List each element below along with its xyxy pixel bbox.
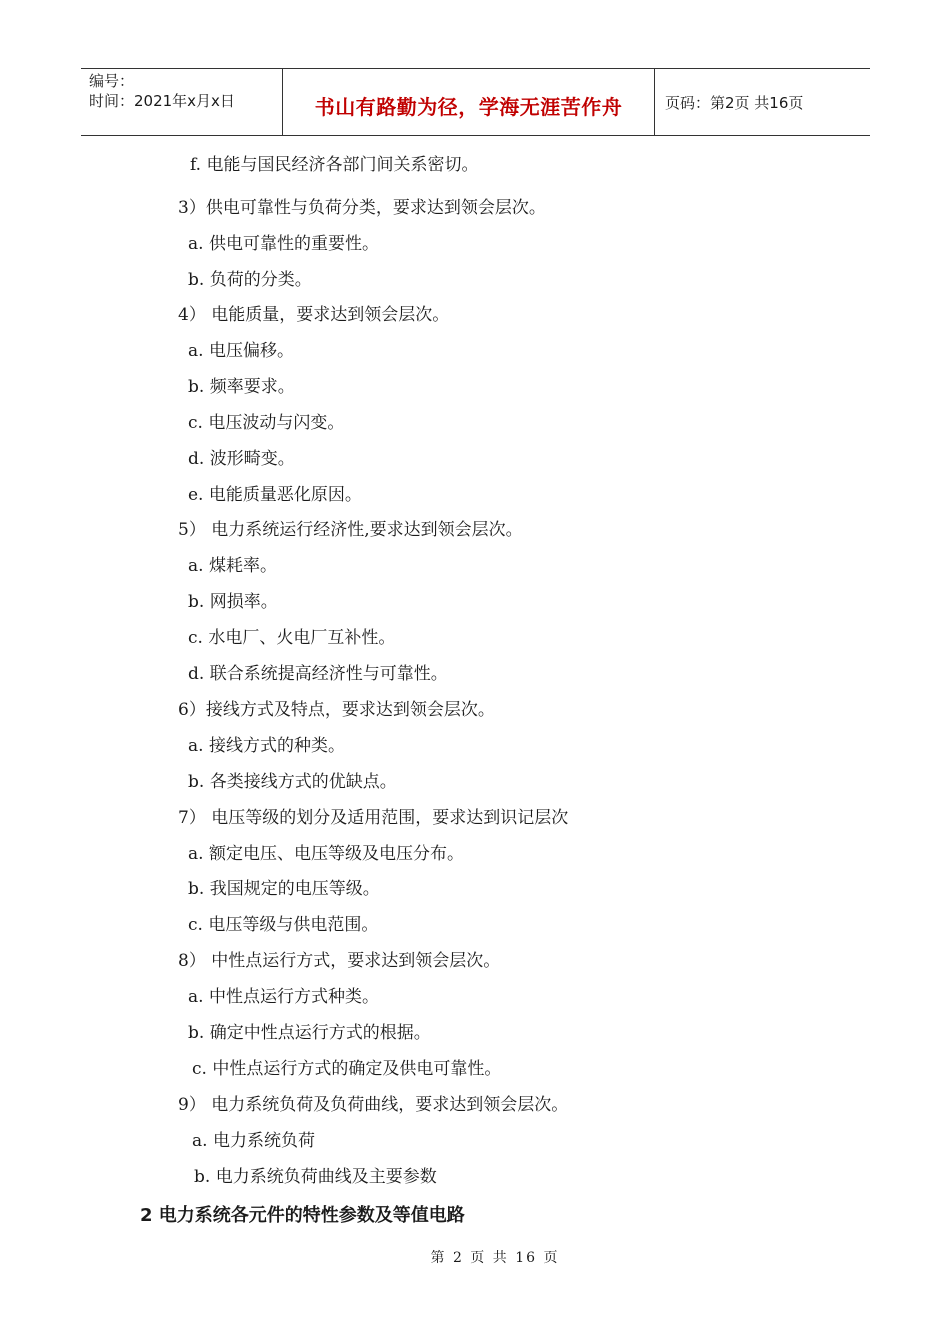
header-motto-cell bbox=[283, 69, 655, 135]
section-heading: 2 电力系统各元件的特性参数及等值电路 bbox=[140, 1205, 465, 1226]
motto: 书山有路勤为径，学海无涯苦作舟 bbox=[314, 94, 623, 119]
header-meta bbox=[81, 69, 283, 135]
number-label: 编号： bbox=[89, 72, 135, 90]
list-item: b. 确定中性点运行方式的根据。 bbox=[188, 1023, 431, 1043]
list-item: a. 额定电压、电压等级及电压分布。 bbox=[188, 844, 464, 864]
list-item: a. 供电可靠性的重要性。 bbox=[188, 234, 379, 254]
list-item: a. 电力系统负荷 bbox=[192, 1131, 315, 1151]
list-item: a. 中性点运行方式种类。 bbox=[188, 987, 379, 1007]
list-item: b. 负荷的分类。 bbox=[188, 270, 312, 290]
list-item: d. 联合系统提高经济性与可靠性。 bbox=[188, 664, 448, 684]
list-item: 7） 电压等级的划分及适用范围，要求达到识记层次 bbox=[178, 808, 569, 828]
list-item: e. 电能质量恶化原因。 bbox=[188, 485, 362, 505]
list-item: b. 网损率。 bbox=[188, 592, 278, 612]
list-item: 8） 中性点运行方式，要求达到领会层次。 bbox=[178, 951, 501, 971]
list-item: c. 电压波动与闪变。 bbox=[188, 413, 345, 433]
list-item: 5） 电力系统运行经济性,要求达到领会层次。 bbox=[178, 520, 523, 540]
list-item: 3）供电可靠性与负荷分类，要求达到领会层次。 bbox=[178, 198, 546, 218]
list-item: b. 电力系统负荷曲线及主要参数 bbox=[194, 1167, 437, 1187]
list-item: 4） 电能质量，要求达到领会层次。 bbox=[178, 305, 450, 325]
page-label: 页码：第2页 共16页 bbox=[665, 93, 804, 112]
list-item: 6）接线方式及特点，要求达到领会层次。 bbox=[178, 700, 495, 720]
time-label: 时间：2021年x月x日 bbox=[89, 92, 235, 110]
header-page-cell bbox=[655, 69, 870, 135]
list-item: d. 波形畸变。 bbox=[188, 449, 295, 469]
list-item: f. 电能与国民经济各部门间关系密切。 bbox=[190, 155, 479, 175]
list-item: b. 我国规定的电压等级。 bbox=[188, 879, 380, 899]
list-item: a. 煤耗率。 bbox=[188, 556, 277, 576]
page-header bbox=[81, 68, 870, 136]
list-item: b. 各类接线方式的优缺点。 bbox=[188, 772, 397, 792]
list-item: c. 中性点运行方式的确定及供电可靠性。 bbox=[192, 1059, 502, 1079]
list-item: c. 电压等级与供电范围。 bbox=[188, 915, 379, 935]
list-item: 9） 电力系统负荷及负荷曲线，要求达到领会层次。 bbox=[178, 1095, 569, 1115]
list-item: b. 频率要求。 bbox=[188, 377, 295, 397]
list-item: a. 电压偏移。 bbox=[188, 341, 294, 361]
page-footer: 第 2 页 共 16 页 bbox=[430, 1250, 560, 1266]
list-item: a. 接线方式的种类。 bbox=[188, 736, 345, 756]
list-item: c. 水电厂、火电厂互补性。 bbox=[188, 628, 396, 648]
